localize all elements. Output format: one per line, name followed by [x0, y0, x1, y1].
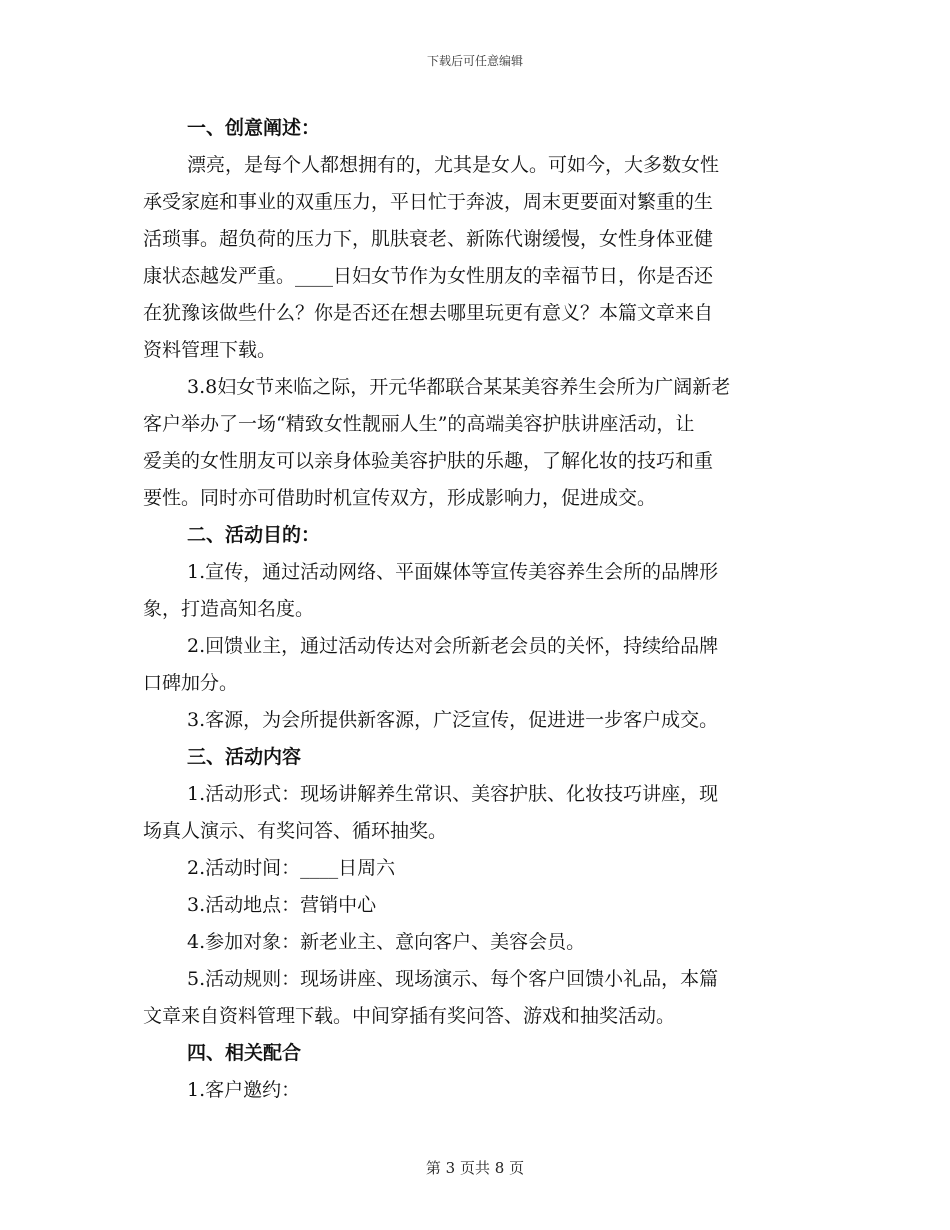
paragraph-line: 4.参加对象：新老业主、意向客户、美容会员。	[187, 931, 586, 953]
paragraph-line: 漂亮，是每个人都想拥有的，尤其是女人。可如今，大多数女性	[187, 154, 720, 176]
paragraph-line: 3.8妇女节来临之际，开元华都联合某某美容养生会所为广阔新老	[187, 376, 731, 398]
paragraph-line: 客户举办了一场“精致女性靓丽人生”的高端美容护肤讲座活动，让	[143, 413, 695, 435]
paragraph-line: 场真人演示、有奖问答、循环抽奖。	[143, 820, 448, 842]
paragraph-line: 1.客户邀约：	[187, 1079, 301, 1101]
document-body	[143, 110, 811, 1109]
page-header: 下载后可任意编辑	[426, 54, 523, 68]
paragraph-line: 文章来自资料管理下载。中间穿插有奖问答、游戏和抽奖活动。	[143, 1005, 676, 1027]
paragraph-line: 象，打造高知名度。	[143, 598, 315, 620]
section-heading: 一、创意阐述：	[187, 117, 321, 139]
paragraph-line: 资料管理下载。	[143, 339, 277, 361]
paragraph-line: 爱美的女性朋友可以亲身体验美容护肤的乐趣，了解化妆的技巧和重	[143, 450, 714, 472]
page-number: 第 3 页共 8 页	[425, 1159, 525, 1177]
section-heading: 四、相关配合	[187, 1042, 302, 1064]
section-heading: 三、活动内容	[187, 746, 302, 768]
section-heading: 二、活动目的：	[187, 524, 321, 546]
paragraph-line: 在犹豫该做些什么？你是否还在想去哪里玩更有意义？本篇文章来自	[143, 302, 714, 324]
paragraph-line: 2.回馈业主，通过活动传达对会所新老会员的关怀，持续给品牌	[187, 635, 719, 657]
paragraph-line: 要性。同时亦可借助时机宣传双方，形成影响力，促进成交。	[143, 487, 657, 509]
paragraph-line: 口碑加分。	[143, 672, 239, 694]
paragraph-line: 3.活动地点：营销中心	[187, 894, 377, 916]
paragraph-line: 1.宣传，通过活动网络、平面媒体等宣传美容养生会所的品牌形	[187, 561, 719, 583]
paragraph-line: 承受家庭和事业的双重压力，平日忙于奔波，周末更要面对繁重的生	[143, 191, 714, 213]
paragraph-line: 5.活动规则：现场讲座、现场演示、每个客户回馈小礼品，本篇	[187, 968, 719, 990]
paragraph-line: 3.客源，为会所提供新客源，广泛宣传，促进进一步客户成交。	[187, 709, 719, 731]
paragraph-line: 康状态越发严重。____日妇女节作为女性朋友的幸福节日，你是否还	[143, 265, 714, 287]
paragraph-line: 1.活动形式：现场讲解养生常识、美容护肤、化妆技巧讲座，现	[187, 783, 719, 805]
paragraph-line: 2.活动时间：____日周六	[187, 857, 396, 879]
paragraph-line: 活琐事。超负荷的压力下，肌肤衰老、新陈代谢缓慢，女性身体亚健	[143, 228, 714, 250]
